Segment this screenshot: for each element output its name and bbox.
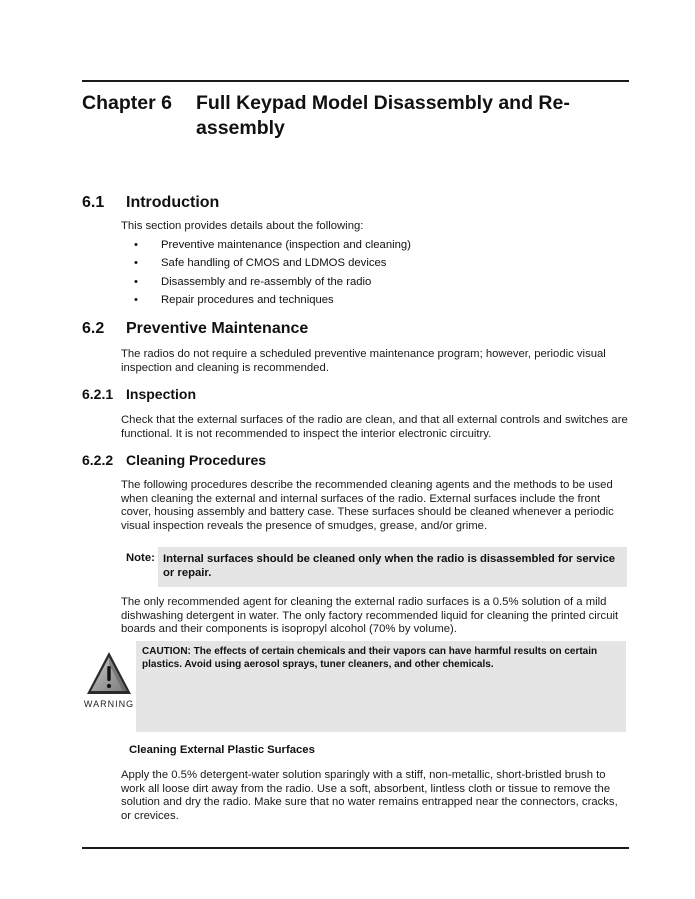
external-plastic-paragraph: Apply the 0.5% detergent-water solution sparingly with a stiff, non-metallic, short-bristled brush to work all loose dirt away from the radio. Use a soft, absorbent, lintless cloth or tissue to remove the solution and dry the radio. Make sure that no water remains entrapped near the connectors, cracks, or crevices. bbox=[121, 769, 618, 822]
note-text: Internal surfaces should be cleaned only when the radio is disassembled for service or repair. bbox=[163, 553, 616, 579]
warning-label: WARNING bbox=[83, 699, 135, 709]
chapter-number: Chapter 6 bbox=[82, 92, 172, 114]
bullet-icon: • bbox=[134, 275, 138, 288]
bullet-icon: • bbox=[134, 293, 138, 306]
section-number: 6.2.1 bbox=[82, 386, 114, 402]
intro-paragraph: This section provides details about the following: bbox=[121, 220, 364, 232]
footer-rule bbox=[82, 847, 629, 849]
section-number: 6.1 bbox=[82, 194, 105, 211]
chapter-title: Full Keypad Model Disassembly and Re-assembly bbox=[196, 92, 570, 139]
inspection-paragraph: Check that the external surfaces of the radio are clean, and that all external controls and switches are functional. It is not recommended to inspect the interior electronic circuitry. bbox=[121, 414, 628, 440]
note-label: Note: bbox=[126, 552, 155, 564]
warning-text: CAUTION: The effects of certain chemicals and their vapors can have harmful results on certain plastics. Avoid using aerosol sprays, tuner cleaners, and other chemicals. bbox=[142, 646, 598, 670]
note-box bbox=[158, 547, 627, 587]
section-title: Inspection bbox=[126, 386, 197, 402]
cleaning-agents-paragraph: The only recommended agent for cleaning the external radio surfaces is a 0.5% solution of a mild dishwashing detergent in water. The only factory recommended liquid for cleaning the printed circuit boards and their components is isopropyl alcohol (70% by volume). bbox=[121, 596, 619, 635]
bullet-icon: • bbox=[134, 239, 138, 251]
section-title: Preventive Maintenance bbox=[126, 320, 309, 337]
cleaning-procedures-paragraph: The following procedures describe the recommended cleaning agents and the methods to be used when cleaning the external and internal surfaces of the radio. External surfaces include the front cover, housing assembly and battery case. These surfaces should be cleaned whenever a periodic visual inspection reveals the presence of smudges, grease, and/or grime. bbox=[121, 479, 614, 532]
warning-callout bbox=[83, 641, 626, 732]
section-number: 6.2 bbox=[82, 320, 105, 337]
section-number: 6.2.2 bbox=[82, 452, 114, 468]
subheading-external-plastic: Cleaning External Plastic Surfaces bbox=[129, 744, 315, 756]
header-rule bbox=[82, 80, 629, 82]
warning-triangle-icon bbox=[85, 650, 133, 696]
bullet-icon: • bbox=[134, 257, 138, 270]
section-title: Introduction bbox=[126, 194, 220, 211]
section-title: Cleaning Procedures bbox=[126, 452, 267, 468]
preventive-maintenance-paragraph: The radios do not require a scheduled preventive maintenance program; however, periodic visual inspection and cleaning is recommended. bbox=[121, 348, 606, 374]
warning-box bbox=[136, 641, 626, 732]
note-callout bbox=[124, 547, 627, 587]
